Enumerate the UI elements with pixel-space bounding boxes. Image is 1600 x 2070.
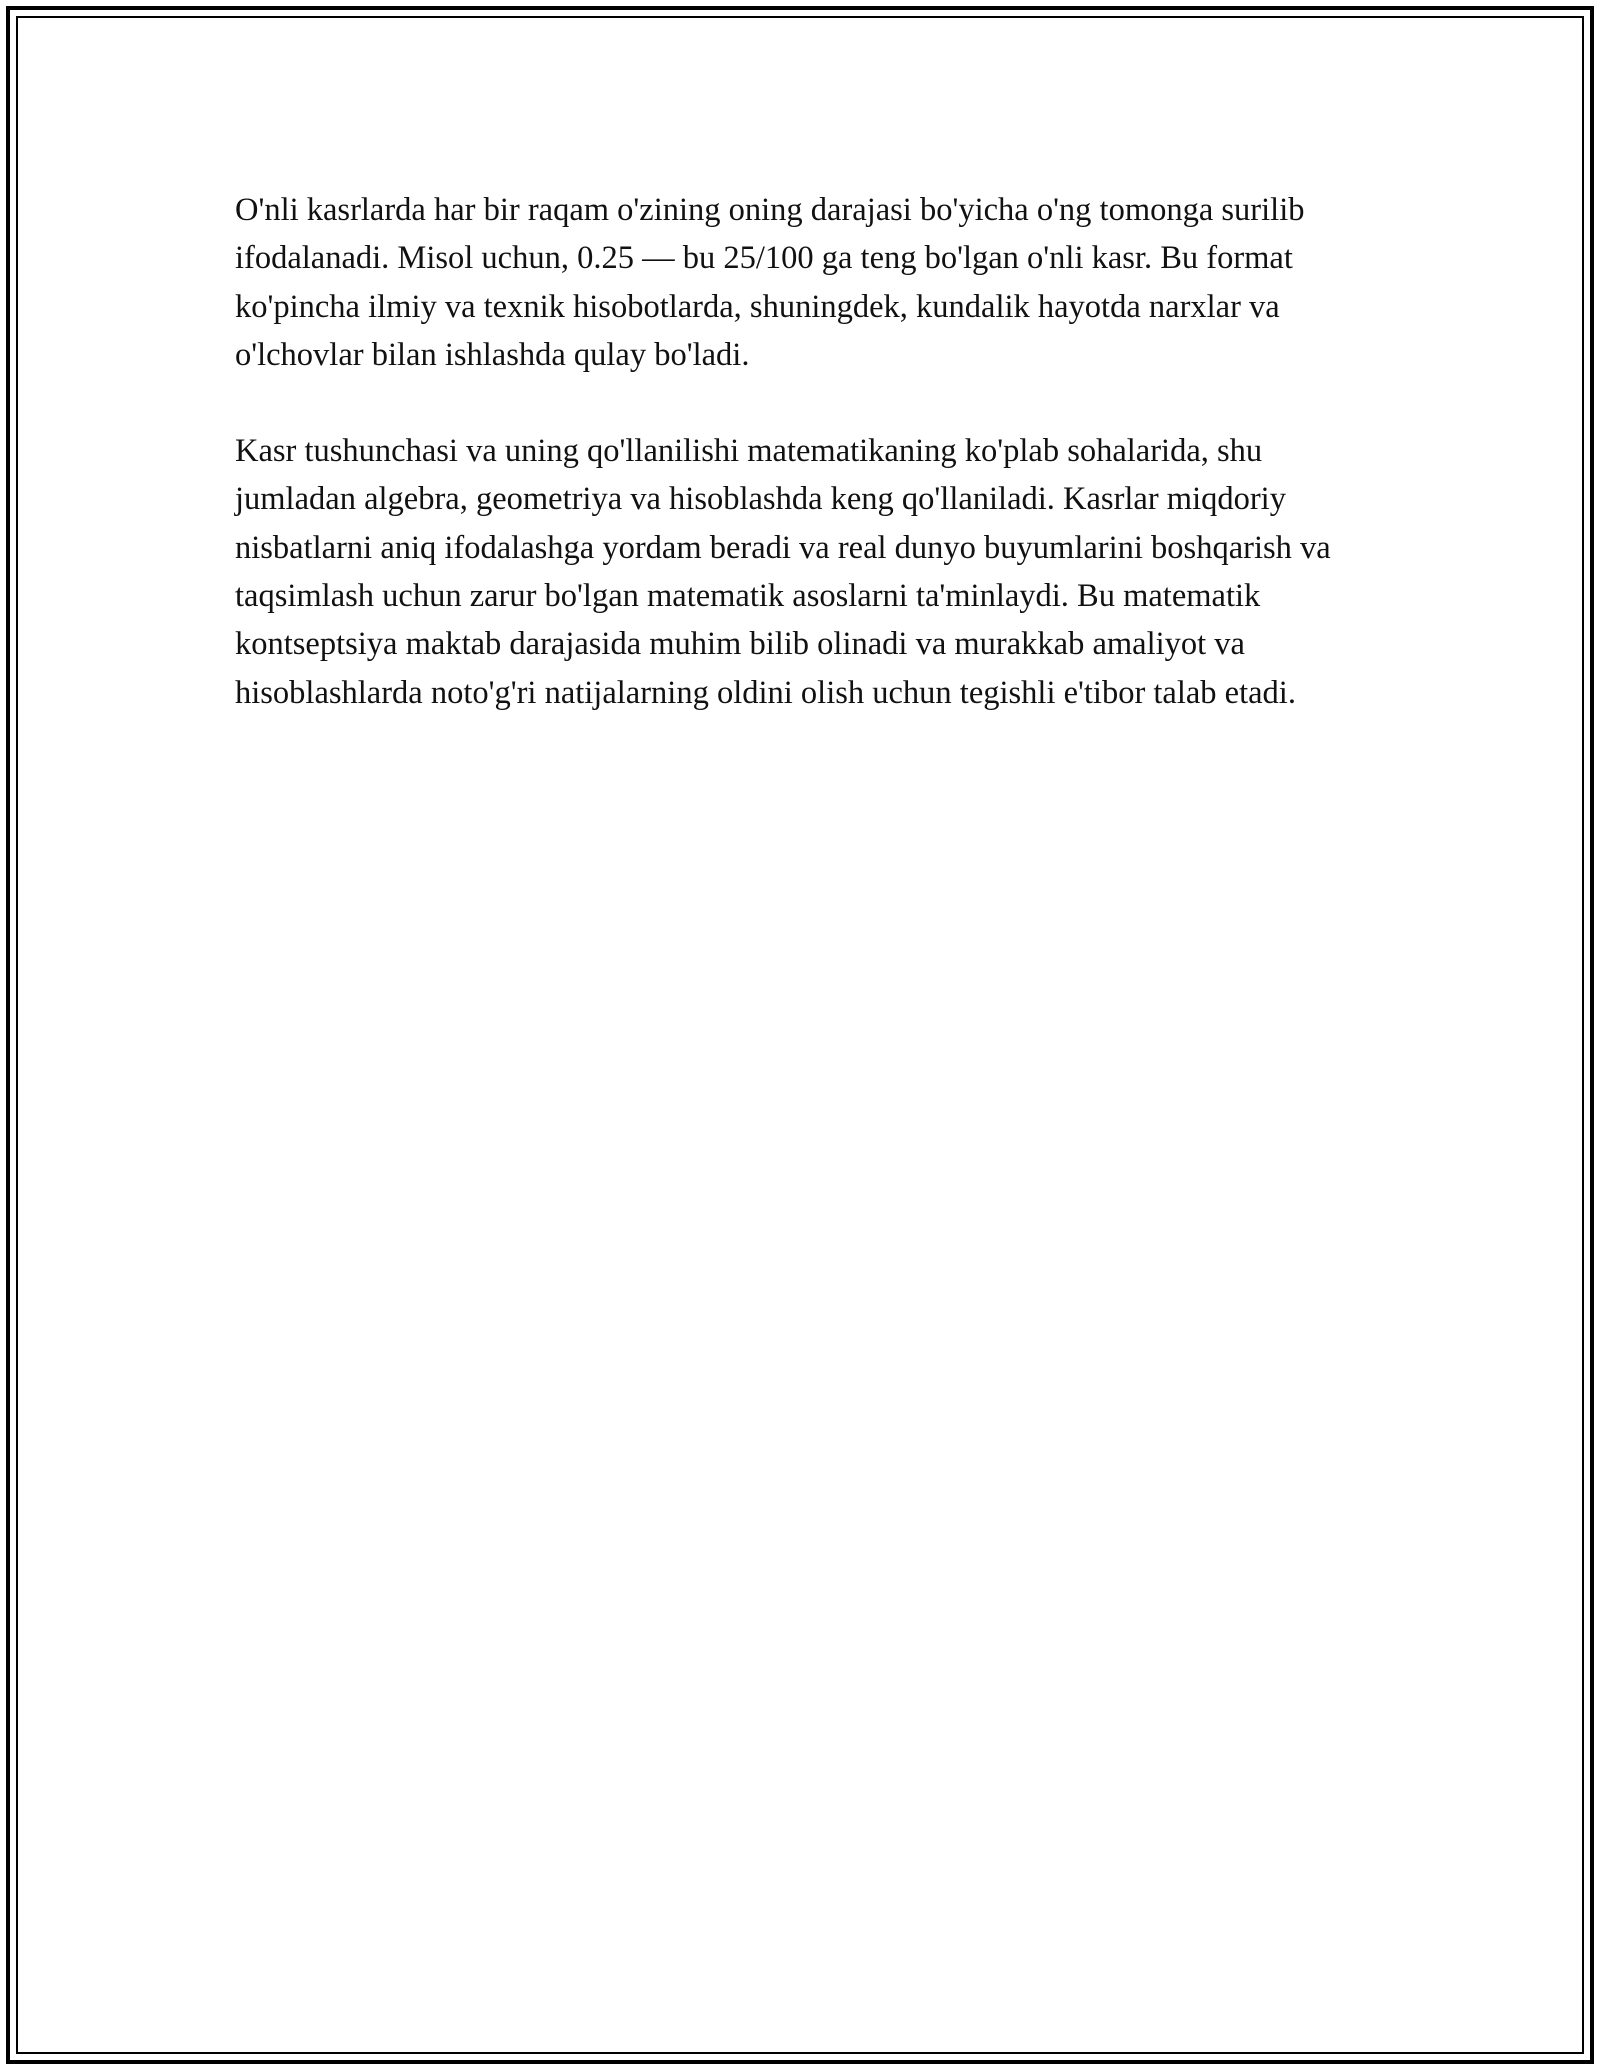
paragraph-fraction-concept: Kasr tushunchasi va uning qo'llanilishi matematikaning ko'plab sohalarida, shu jumladan algebra, geometriya va hisoblashda keng qo'llaniladi. Kasrlar miqdoriy nisbatlarni aniq ifodalashga yordam beradi va real dunyo buyumlarini boshqarish va taqsimlash uchun zarur bo'lgan matematik asoslarni ta'minlaydi. Bu matematik kontseptsiya maktab darajasida muhim bilib olinadi va murakkab amaliyot va hisoblashlarda noto'g'ri natijalarning oldini olish uchun tegishli e'tibor talab etadi. <box>235 433 1331 711</box>
document-body <box>235 186 1365 765</box>
paragraph-decimal-fractions: O'nli kasrlarda har bir raqam o'zining oning darajasi bo'yicha o'ng tomonga surilib ifodalanadi. Misol uchun, 0.25 — bu 25/100 ga teng bo'lgan o'nli kasr. Bu format ko'pincha ilmiy va texnik hisobotlarda, shuningdek, kundalik hayotda narxlar va o'lchovlar bilan ishlashda qulay bo'ladi. <box>235 192 1305 373</box>
